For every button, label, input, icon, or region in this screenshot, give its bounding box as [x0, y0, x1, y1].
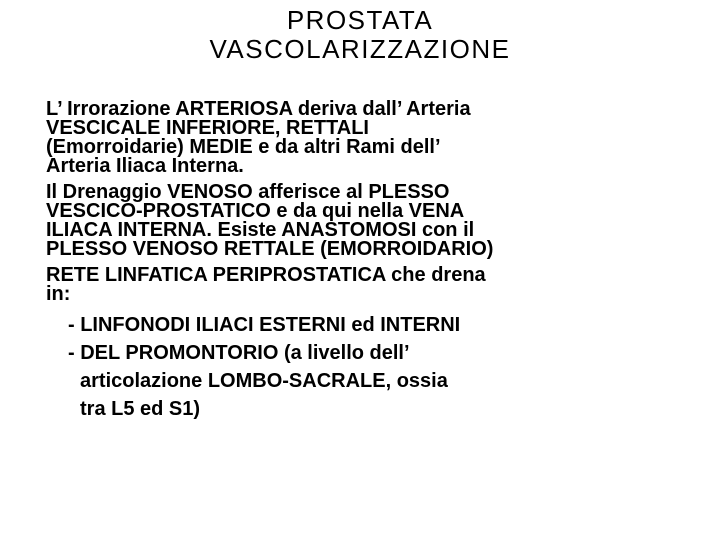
venous-line-3: ILIACA INTERNA. Esiste ANASTOMOSI con il — [46, 219, 475, 241]
lymphatic-line-2: in: — [46, 283, 71, 305]
venous-paragraph — [46, 183, 696, 259]
list-item-promontory: - DEL PROMONTORIO (a livello dell’ — [68, 342, 410, 364]
slide-title — [0, 6, 720, 64]
venous-line-4: PLESSO VENOSO RETTALE (EMORROIDARIO) — [46, 238, 494, 260]
lymphatic-paragraph — [46, 266, 696, 304]
arterial-line-4: Arteria Iliaca Interna. — [46, 155, 244, 177]
slide-body — [46, 100, 696, 423]
arterial-line-1: L’ Irrorazione ARTERIOSA deriva dall’ Arteria — [46, 98, 471, 120]
slide-title-line-2: VASCOLARIZZAZIONE — [209, 34, 511, 64]
arterial-line-2: VESCICALE INFERIORE, RETTALI — [46, 117, 369, 139]
list-item-promontory-line-2: articolazione LOMBO-SACRALE, ossia — [80, 370, 448, 392]
venous-line-1: Il Drenaggio VENOSO afferisce al PLESSO — [46, 181, 450, 203]
venous-line-2: VESCICO-PROSTATICO e da qui nella VENA — [46, 200, 465, 222]
arterial-paragraph — [46, 100, 696, 176]
list-item-promontory-line-3: tra L5 ed S1) — [80, 398, 201, 420]
slide-title-line-1: PROSTATA — [286, 5, 434, 35]
lymphatic-line-1: RETE LINFATICA PERIPROSTATICA che drena — [46, 264, 486, 286]
list-item-lymph-nodes: - LINFONODI ILIACI ESTERNI ed INTERNI — [68, 314, 461, 336]
arterial-line-3: (Emorroidarie) MEDIE e da altri Rami dell’ — [46, 136, 441, 158]
